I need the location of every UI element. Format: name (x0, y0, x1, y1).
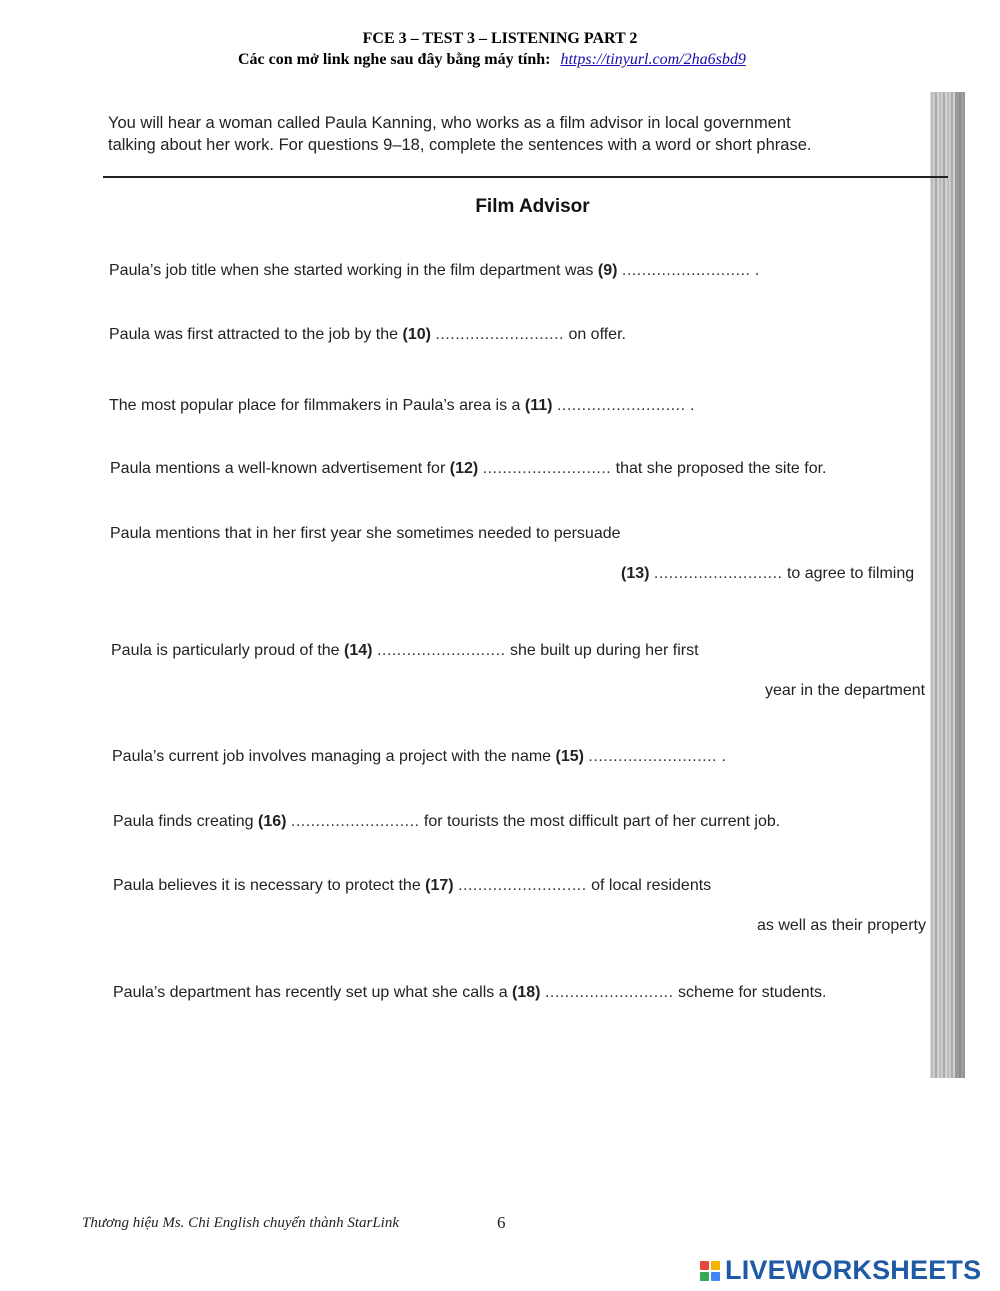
question-14-continuation: year in the department (765, 682, 926, 699)
question-13 (621, 565, 914, 583)
footer-brand: Thương hiệu Ms. Chi English chuyển thành StarLink (82, 1215, 400, 1231)
question-text-after: . (689, 397, 695, 414)
logo-text: LIVEWORKSHEETS (725, 1255, 982, 1285)
document-title: FCE 3 – TEST 3 – LISTENING PART 2 (362, 30, 638, 47)
answer-blank[interactable]: .......................... (458, 877, 587, 894)
question-text: Paula believes it is necessary to protect the (113, 877, 421, 894)
logo-cube (700, 1272, 709, 1281)
question-18 (113, 984, 827, 1002)
logo-cube (711, 1261, 720, 1270)
question-text: Paula is particularly proud of the (111, 642, 340, 659)
answer-blank[interactable]: .......................... (435, 326, 564, 343)
question-15 (112, 748, 726, 766)
logo-cubes-icon (700, 1261, 720, 1281)
question-number: (14) (344, 642, 373, 659)
page-number: 6 (497, 1213, 506, 1232)
question-number: (15) (555, 748, 584, 765)
logo-cube (711, 1272, 720, 1281)
question-text-after: on offer. (568, 326, 626, 343)
logo-cube (700, 1261, 709, 1270)
instructions-line-1: You will hear a woman called Paula Kanning, who works as a film advisor in local government (108, 114, 791, 132)
question-11 (109, 397, 694, 415)
question-14 (111, 642, 699, 660)
question-text: The most popular place for filmmakers in Paula’s area is a (109, 397, 521, 414)
question-16 (113, 813, 780, 831)
question-12 (110, 460, 826, 478)
question-17 (113, 877, 711, 895)
section-title: Film Advisor (475, 196, 590, 217)
question-number: (18) (512, 984, 541, 1001)
question-text: Paula’s department has recently set up what she calls a (113, 984, 508, 1001)
audio-link[interactable]: https://tinyurl.com/2ha6sbd9 (560, 51, 746, 68)
instructions-line-2: talking about her work. For questions 9–18, complete the sentences with a word or short phrase. (108, 136, 812, 154)
answer-blank[interactable]: .......................... (376, 642, 506, 659)
question-text-after: . (721, 748, 726, 765)
question-9 (109, 262, 759, 280)
question-number: (13) (621, 565, 650, 582)
question-number: (10) (402, 326, 431, 343)
question-text-after: of local residents (591, 877, 712, 894)
question-text: Paula was first attracted to the job by the (109, 326, 399, 343)
question-text-after: for tourists the most difficult part of her current job. (423, 813, 781, 830)
question-text-after: . (754, 262, 760, 279)
answer-blank[interactable]: .......................... (290, 813, 420, 830)
scan-shadow-edge-dark (955, 92, 965, 1078)
liveworksheets-logo[interactable] (700, 1255, 981, 1286)
document-subtitle (238, 51, 746, 69)
question-text: Paula’s current job involves managing a project with the name (112, 748, 552, 765)
subtitle-text: Các con mở link nghe sau đây bằng máy tính: (238, 51, 551, 68)
question-text-after: to agree to filming (786, 565, 915, 582)
question-17-continuation: as well as their property (757, 917, 926, 934)
question-10 (109, 326, 626, 344)
question-number: (12) (449, 460, 479, 477)
question-text: Paula mentions a well-known advertisement for (110, 460, 446, 477)
question-text-after: that she proposed the site for. (615, 460, 827, 477)
question-number: (9) (597, 262, 618, 279)
question-text-after: scheme for students. (677, 984, 827, 1001)
divider-line (103, 176, 948, 178)
answer-blank[interactable]: .......................... (556, 397, 686, 414)
question-text-after: she built up during her first (509, 642, 699, 659)
question-13-text: Paula mentions that in her first year she sometimes needed to persuade (110, 525, 621, 542)
question-number: (17) (425, 877, 454, 894)
answer-blank[interactable]: .......................... (544, 984, 674, 1001)
question-text: Paula’s job title when she started working in the film department was (109, 262, 594, 279)
answer-blank[interactable]: .......................... (482, 460, 612, 477)
question-text: Paula finds creating (113, 813, 254, 830)
question-number: (16) (257, 813, 287, 830)
question-number: (11) (524, 397, 553, 414)
answer-blank[interactable]: .......................... (621, 262, 751, 279)
answer-blank[interactable]: .......................... (653, 565, 783, 582)
answer-blank[interactable]: .......................... (588, 748, 717, 765)
